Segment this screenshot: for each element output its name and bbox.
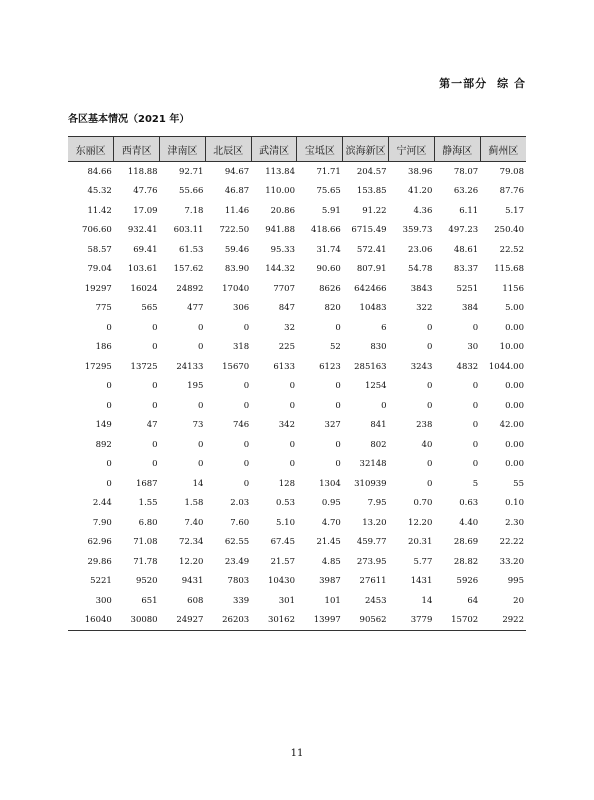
table-cell: 55.66 bbox=[179, 186, 204, 197]
table-cell: 301 bbox=[278, 595, 295, 606]
table-cell: 0 bbox=[335, 459, 341, 470]
table-row bbox=[68, 240, 526, 260]
table-cell: 78.07 bbox=[453, 166, 479, 177]
table-cell: 802 bbox=[370, 439, 387, 450]
table-cell: 5.91 bbox=[321, 205, 341, 216]
table-cell: 3987 bbox=[319, 576, 341, 587]
table-cell: 20.86 bbox=[270, 205, 295, 216]
table-cell: 847 bbox=[278, 303, 295, 314]
table-cell: 342 bbox=[278, 420, 295, 431]
table-cell: 30080 bbox=[114, 611, 160, 631]
table-cell: 3779 bbox=[389, 611, 435, 631]
table-cell: 0 bbox=[426, 459, 433, 470]
table-cell: 339 bbox=[232, 595, 250, 606]
table-cell: 7803 bbox=[227, 576, 250, 587]
table-cell: 273.95 bbox=[356, 556, 387, 567]
table-cell: 69.41 bbox=[133, 244, 158, 255]
table-cell: 58.57 bbox=[87, 244, 112, 255]
table-cell: 5221 bbox=[90, 576, 112, 587]
table-cell: 7707 bbox=[273, 283, 295, 294]
table-cell: 0 bbox=[289, 439, 295, 450]
table-cell: 71.08 bbox=[133, 537, 158, 548]
table-cell: 0 bbox=[335, 381, 341, 392]
table-cell: 892 bbox=[95, 439, 112, 450]
table-cell: 0 bbox=[152, 342, 158, 353]
table-row bbox=[68, 182, 526, 202]
table-cell: 13.20 bbox=[362, 517, 387, 528]
table-cell: 22.22 bbox=[499, 537, 524, 548]
table-row bbox=[68, 513, 526, 533]
table-cell: 0.10 bbox=[505, 498, 524, 509]
table-cell: 90562 bbox=[343, 611, 389, 631]
table-cell: 52 bbox=[329, 342, 341, 353]
table-cell: 46.87 bbox=[224, 186, 250, 197]
table-cell: 0 bbox=[243, 459, 250, 470]
table-cell: 186 bbox=[95, 342, 112, 353]
table-cell: 24892 bbox=[176, 283, 204, 294]
table-cell: 9520 bbox=[135, 576, 158, 587]
table-cell: 72.34 bbox=[179, 537, 204, 548]
table-cell: 28.69 bbox=[453, 537, 479, 548]
table-cell: 941.88 bbox=[265, 225, 295, 236]
table-cell: 17.09 bbox=[133, 205, 158, 216]
table-row bbox=[68, 221, 526, 241]
table-cell: 2453 bbox=[364, 595, 387, 606]
table-cell: 23.49 bbox=[224, 556, 250, 567]
table-row bbox=[68, 279, 526, 299]
table-cell: 651 bbox=[141, 595, 158, 606]
table-cell: 92.71 bbox=[179, 166, 204, 177]
table-row bbox=[68, 357, 526, 377]
table-cell: 285163 bbox=[354, 361, 387, 372]
table-cell: 0 bbox=[426, 381, 433, 392]
table-cell: 5.77 bbox=[413, 556, 433, 567]
table-cell: 84.66 bbox=[87, 166, 112, 177]
table-cell: 40 bbox=[421, 439, 433, 450]
table-row bbox=[68, 591, 526, 611]
table-cell: 5926 bbox=[456, 576, 479, 587]
column-header: 津南区 bbox=[160, 137, 206, 162]
table-cell: 12.20 bbox=[179, 556, 204, 567]
table-row bbox=[68, 552, 526, 572]
table-cell: 5.00 bbox=[505, 303, 524, 314]
table-cell: 2.03 bbox=[230, 498, 250, 509]
table-cell: 497.23 bbox=[448, 225, 479, 236]
table-cell: 0 bbox=[152, 381, 158, 392]
table-cell: 0 bbox=[152, 400, 158, 411]
table-cell: 71.71 bbox=[316, 166, 341, 177]
table-cell: 55 bbox=[513, 478, 524, 489]
table-row bbox=[68, 299, 526, 319]
table-cell: 149 bbox=[95, 420, 112, 431]
table-cell: 11.46 bbox=[224, 205, 250, 216]
table-cell: 0 bbox=[472, 420, 479, 431]
table-cell: 830 bbox=[370, 342, 387, 353]
table-cell: 6 bbox=[381, 322, 387, 333]
table-cell: 63.26 bbox=[453, 186, 479, 197]
table-row bbox=[68, 162, 526, 182]
table-cell: 310939 bbox=[354, 478, 387, 489]
table-cell: 0 bbox=[472, 400, 479, 411]
table-cell: 572.41 bbox=[356, 244, 387, 255]
table-cell: 5.10 bbox=[276, 517, 295, 528]
table-cell: 0 bbox=[289, 459, 295, 470]
table-cell: 20 bbox=[513, 595, 524, 606]
table-cell: 0 bbox=[106, 478, 112, 489]
table-cell: 7.90 bbox=[92, 517, 112, 528]
table-cell: 20.31 bbox=[408, 537, 433, 548]
table-cell: 820 bbox=[324, 303, 341, 314]
table-cell: 603.11 bbox=[173, 225, 204, 236]
table-cell: 62.96 bbox=[87, 537, 112, 548]
table-cell: 38.96 bbox=[408, 166, 433, 177]
table-row bbox=[68, 260, 526, 280]
table-cell: 45.32 bbox=[87, 186, 112, 197]
table-cell: 327 bbox=[324, 420, 341, 431]
table-row bbox=[68, 396, 526, 416]
table-row bbox=[68, 338, 526, 358]
table-cell: 225 bbox=[278, 342, 295, 353]
table-cell: 0 bbox=[335, 400, 341, 411]
table-cell: 62.55 bbox=[224, 537, 250, 548]
table-cell: 8626 bbox=[319, 283, 341, 294]
table-body bbox=[68, 162, 526, 631]
table-cell: 0 bbox=[335, 322, 341, 333]
table-cell: 91.22 bbox=[362, 205, 387, 216]
table-cell: 6715.49 bbox=[351, 225, 387, 236]
table-cell: 0 bbox=[243, 322, 250, 333]
table-cell: 1687 bbox=[135, 478, 158, 489]
table-cell: 0 bbox=[381, 400, 387, 411]
district-data-table bbox=[68, 136, 526, 631]
table-cell: 1156 bbox=[502, 283, 524, 294]
table-cell: 1254 bbox=[364, 381, 387, 392]
table-cell: 0 bbox=[426, 322, 433, 333]
table-cell: 6123 bbox=[319, 361, 341, 372]
table-cell: 706.60 bbox=[82, 225, 112, 236]
table-cell: 13997 bbox=[297, 611, 343, 631]
table-cell: 0 bbox=[243, 400, 250, 411]
table-cell: 5251 bbox=[456, 283, 479, 294]
table-cell: 21.57 bbox=[270, 556, 295, 567]
table-cell: 0 bbox=[243, 439, 250, 450]
table-cell: 1044.00 bbox=[488, 361, 524, 372]
table-cell: 128 bbox=[278, 478, 295, 489]
table-cell: 0.53 bbox=[276, 498, 295, 509]
table-cell: 0.70 bbox=[413, 498, 433, 509]
table-cell: 0 bbox=[106, 322, 112, 333]
table-cell: 384 bbox=[461, 303, 479, 314]
table-cell: 16024 bbox=[130, 283, 158, 294]
running-header bbox=[439, 75, 526, 91]
table-cell: 746 bbox=[232, 420, 250, 431]
table-cell: 5 bbox=[472, 478, 479, 489]
table-row bbox=[68, 435, 526, 455]
table-cell: 15670 bbox=[222, 361, 250, 372]
table-cell: 722.50 bbox=[219, 225, 250, 236]
table-cell: 110.00 bbox=[265, 186, 295, 197]
table-cell: 608 bbox=[187, 595, 204, 606]
table-cell: 47.76 bbox=[133, 186, 158, 197]
table-cell: 103.61 bbox=[127, 264, 158, 275]
table-row bbox=[68, 455, 526, 475]
table-cell: 0 bbox=[289, 400, 295, 411]
table-row bbox=[68, 533, 526, 553]
table-cell: 932.41 bbox=[127, 225, 158, 236]
table-cell: 0 bbox=[197, 342, 204, 353]
table-cell: 3243 bbox=[410, 361, 433, 372]
table-row bbox=[68, 318, 526, 338]
table-cell: 73 bbox=[192, 420, 204, 431]
table-cell: 17295 bbox=[84, 361, 112, 372]
table-cell: 306 bbox=[232, 303, 250, 314]
table-cell: 30 bbox=[467, 342, 479, 353]
column-header: 西青区 bbox=[114, 137, 160, 162]
table-cell: 10430 bbox=[267, 576, 295, 587]
table-cell: 2.30 bbox=[505, 517, 524, 528]
table-cell: 27611 bbox=[359, 576, 387, 587]
table-cell: 995 bbox=[507, 576, 524, 587]
table-cell: 83.37 bbox=[453, 264, 479, 275]
table-cell: 807.91 bbox=[356, 264, 387, 275]
column-header: 宁河区 bbox=[389, 137, 435, 162]
table-cell: 4832 bbox=[456, 361, 479, 372]
table-cell: 0 bbox=[197, 322, 204, 333]
table-cell: 6133 bbox=[273, 361, 295, 372]
table-cell: 4.85 bbox=[321, 556, 341, 567]
header-part: 第一部分 bbox=[439, 77, 488, 90]
table-row bbox=[68, 416, 526, 436]
table-cell: 59.46 bbox=[224, 244, 250, 255]
table-cell: 11.42 bbox=[87, 205, 112, 216]
page-number: 11 bbox=[290, 748, 304, 759]
table-cell: 14 bbox=[192, 478, 204, 489]
table-cell: 24927 bbox=[160, 611, 206, 631]
table-cell: 0 bbox=[472, 322, 479, 333]
table-cell: 83.90 bbox=[224, 264, 250, 275]
table-cell: 79.08 bbox=[499, 166, 524, 177]
table-cell: 22.52 bbox=[499, 244, 524, 255]
table-cell: 0.00 bbox=[505, 439, 524, 450]
table-cell: 0 bbox=[106, 381, 112, 392]
table-cell: 3843 bbox=[410, 283, 433, 294]
table-cell: 12.20 bbox=[408, 517, 433, 528]
table-cell: 0 bbox=[106, 400, 112, 411]
table-cell: 21.45 bbox=[316, 537, 341, 548]
table-cell: 32 bbox=[284, 322, 295, 333]
table-cell: 17040 bbox=[222, 283, 250, 294]
table-cell: 0 bbox=[426, 400, 433, 411]
table-cell: 115.68 bbox=[494, 264, 524, 275]
table-cell: 1.58 bbox=[184, 498, 204, 509]
column-header: 宝坻区 bbox=[297, 137, 343, 162]
table-cell: 195 bbox=[187, 381, 204, 392]
column-header: 东丽区 bbox=[68, 137, 114, 162]
table-cell: 0 bbox=[243, 381, 250, 392]
table-cell: 61.53 bbox=[179, 244, 204, 255]
table-cell: 0 bbox=[197, 400, 204, 411]
table-cell: 7.18 bbox=[184, 205, 204, 216]
table-row bbox=[68, 572, 526, 592]
column-header: 静海区 bbox=[434, 137, 480, 162]
table-cell: 477 bbox=[187, 303, 204, 314]
table-cell: 79.04 bbox=[87, 264, 112, 275]
table-cell: 9431 bbox=[181, 576, 204, 587]
header-section: 综 合 bbox=[497, 77, 526, 90]
table-cell: 47 bbox=[146, 420, 158, 431]
table-title: 各区基本情况（2021 年） bbox=[68, 114, 190, 125]
table-cell: 6.11 bbox=[459, 205, 479, 216]
table-cell: 1431 bbox=[410, 576, 433, 587]
table-cell: 101 bbox=[324, 595, 341, 606]
table-cell: 23.06 bbox=[408, 244, 433, 255]
table-cell: 0 bbox=[106, 459, 112, 470]
table-cell: 300 bbox=[95, 595, 112, 606]
table-cell: 0.95 bbox=[321, 498, 341, 509]
table-cell: 64 bbox=[467, 595, 479, 606]
table-cell: 42.00 bbox=[499, 420, 524, 431]
table-cell: 144.32 bbox=[265, 264, 295, 275]
table-cell: 841 bbox=[370, 420, 387, 431]
table-cell: 153.85 bbox=[356, 186, 387, 197]
table-cell: 67.45 bbox=[270, 537, 295, 548]
table-cell: 459.77 bbox=[356, 537, 387, 548]
table-cell: 5.17 bbox=[505, 205, 524, 216]
table-header-row bbox=[68, 137, 526, 162]
table-cell: 0 bbox=[152, 439, 158, 450]
table-cell: 4.40 bbox=[459, 517, 479, 528]
table-cell: 0.00 bbox=[505, 459, 524, 470]
table-cell: 54.78 bbox=[408, 264, 433, 275]
table-cell: 95.33 bbox=[270, 244, 295, 255]
table-cell: 359.73 bbox=[402, 225, 433, 236]
column-header: 北辰区 bbox=[205, 137, 251, 162]
table-cell: 41.20 bbox=[408, 186, 433, 197]
table-cell: 0 bbox=[197, 439, 204, 450]
table-cell: 75.65 bbox=[316, 186, 341, 197]
column-header: 蓟州区 bbox=[480, 137, 526, 162]
table-cell: 48.61 bbox=[453, 244, 479, 255]
table-cell: 0 bbox=[472, 439, 479, 450]
table-cell: 15702 bbox=[434, 611, 480, 631]
table-cell: 33.20 bbox=[499, 556, 524, 567]
table-cell: 0 bbox=[152, 459, 158, 470]
table-cell: 1304 bbox=[319, 478, 341, 489]
table-cell: 0.00 bbox=[505, 381, 524, 392]
table-cell: 775 bbox=[95, 303, 112, 314]
table-cell: 87.76 bbox=[499, 186, 524, 197]
table-cell: 29.86 bbox=[87, 556, 112, 567]
table-cell: 13725 bbox=[130, 361, 158, 372]
table-cell: 7.60 bbox=[230, 517, 250, 528]
table-cell: 322 bbox=[416, 303, 433, 314]
table-cell: 90.60 bbox=[316, 264, 341, 275]
table-cell: 2922 bbox=[480, 611, 526, 631]
table-cell: 10.00 bbox=[499, 342, 524, 353]
table-cell: 2.44 bbox=[92, 498, 112, 509]
column-header: 滨海新区 bbox=[343, 137, 389, 162]
table-cell: 6.80 bbox=[138, 517, 158, 528]
table-cell: 28.82 bbox=[453, 556, 479, 567]
table-cell: 0 bbox=[289, 381, 295, 392]
table-cell: 31.74 bbox=[316, 244, 341, 255]
table-cell: 71.78 bbox=[133, 556, 158, 567]
table-cell: 0.63 bbox=[459, 498, 479, 509]
table-cell: 10483 bbox=[359, 303, 387, 314]
table-row bbox=[68, 474, 526, 494]
table-cell: 0 bbox=[472, 381, 479, 392]
table-cell: 19297 bbox=[84, 283, 112, 294]
table-cell: 113.84 bbox=[265, 166, 295, 177]
table-cell: 30162 bbox=[251, 611, 297, 631]
table-cell: 0 bbox=[426, 342, 433, 353]
table-row bbox=[68, 611, 526, 631]
table-cell: 7.95 bbox=[367, 498, 387, 509]
column-header: 武清区 bbox=[251, 137, 297, 162]
table-row bbox=[68, 201, 526, 221]
table-cell: 0 bbox=[243, 478, 250, 489]
table-cell: 4.36 bbox=[413, 205, 433, 216]
table-cell: 24133 bbox=[176, 361, 204, 372]
table-cell: 118.88 bbox=[127, 166, 158, 177]
table-cell: 0.00 bbox=[505, 400, 524, 411]
table-cell: 204.57 bbox=[356, 166, 387, 177]
table-cell: 0 bbox=[335, 439, 341, 450]
table-cell: 0 bbox=[152, 322, 158, 333]
table-cell: 565 bbox=[141, 303, 158, 314]
table-cell: 4.70 bbox=[321, 517, 341, 528]
table-cell: 238 bbox=[416, 420, 433, 431]
table-cell: 318 bbox=[232, 342, 250, 353]
table-cell: 250.40 bbox=[494, 225, 524, 236]
table-cell: 16040 bbox=[68, 611, 114, 631]
table-cell: 418.66 bbox=[311, 225, 341, 236]
table-row bbox=[68, 377, 526, 397]
table-cell: 0.00 bbox=[505, 322, 524, 333]
table-cell: 0 bbox=[426, 478, 433, 489]
table-cell: 0 bbox=[472, 459, 479, 470]
table-cell: 32148 bbox=[359, 459, 387, 470]
table-cell: 7.40 bbox=[184, 517, 204, 528]
table-cell: 0 bbox=[197, 459, 204, 470]
table-cell: 14 bbox=[421, 595, 433, 606]
table-cell: 1.55 bbox=[138, 498, 158, 509]
table-cell: 642466 bbox=[354, 283, 387, 294]
table-row bbox=[68, 494, 526, 514]
table-cell: 157.62 bbox=[173, 264, 204, 275]
table-cell: 26203 bbox=[205, 611, 251, 631]
table-cell: 94.67 bbox=[224, 166, 250, 177]
